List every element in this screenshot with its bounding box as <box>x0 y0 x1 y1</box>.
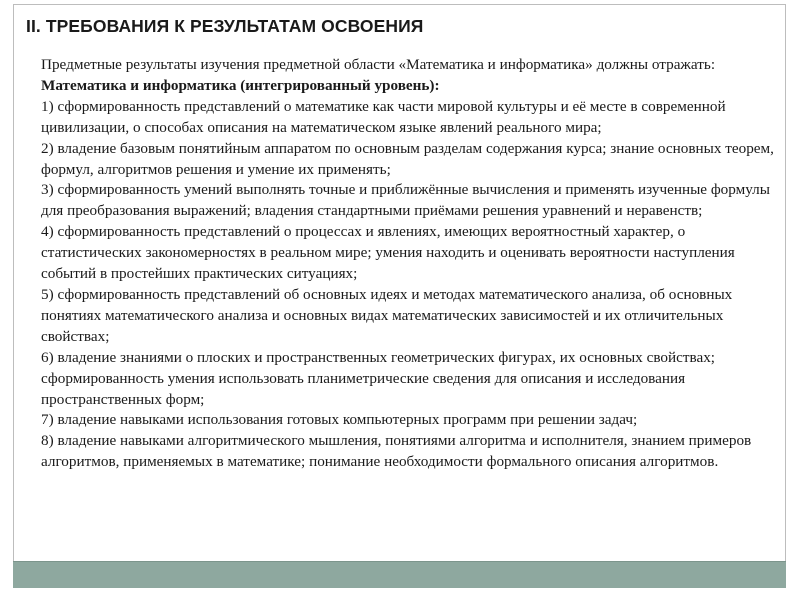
requirement-item-5: 5) сформированность представлений об основных идеях и методах математического анализа, об основных понятиях математического анализа и основных видах математических зависимостей и их отличительных свойствах; <box>41 285 733 345</box>
requirement-item-4: 4) сформированность представлений о процессах и явлениях, имеющих вероятностный характер, о статистических закономерностях в реальном мире; умения находить и оценивать вероятности наступления событий в простейших практических ситуациях; <box>41 223 735 283</box>
requirement-item-7: 7) владение навыками использования готовых компьютерных программ при решении задач; <box>41 411 638 429</box>
requirement-item-1: 1) сформированность представлений о математике как части мировой культуры и её месте в современной цивилизации, о способах описания на математическом языке явлений реального мира; <box>41 97 726 136</box>
slide-title: II. ТРЕБОВАНИЯ К РЕЗУЛЬТАТАМ ОСВОЕНИЯ <box>26 16 424 36</box>
section-subheading: Математика и информатика (интегрированный уровень): <box>41 76 440 94</box>
requirement-item-6: 6) владение знаниями о плоских и пространственных геометрических фигурах, их основных свойствах; сформированность умения использовать планиметрические сведения для описания и исследования пространственных форм; <box>41 348 716 408</box>
requirement-item-8: 8) владение навыками алгоритмического мышления, понятиями алгоритма и исполнителя, знанием примеров алгоритмов, применяемых в математике; понимание необходимости формального описания алгоритмов. <box>41 432 752 471</box>
requirement-item-3: 3) сформированность умений выполнять точные и приближённые вычисления и применять изученные формулы для преобразования выражений; владения стандартными приёмами решения уравнений и неравенств; <box>41 181 770 220</box>
slide-footer-band <box>13 561 786 588</box>
intro-paragraph: Предметные результаты изучения предметной области «Математика и информатика» должны отражать: <box>41 56 716 73</box>
slide-body-text <box>41 55 781 473</box>
requirement-item-2: 2) владение базовым понятийным аппаратом по основным разделам содержания курса; знание основных теорем, формул, алгоритмов решения и умение их применять; <box>41 139 774 178</box>
